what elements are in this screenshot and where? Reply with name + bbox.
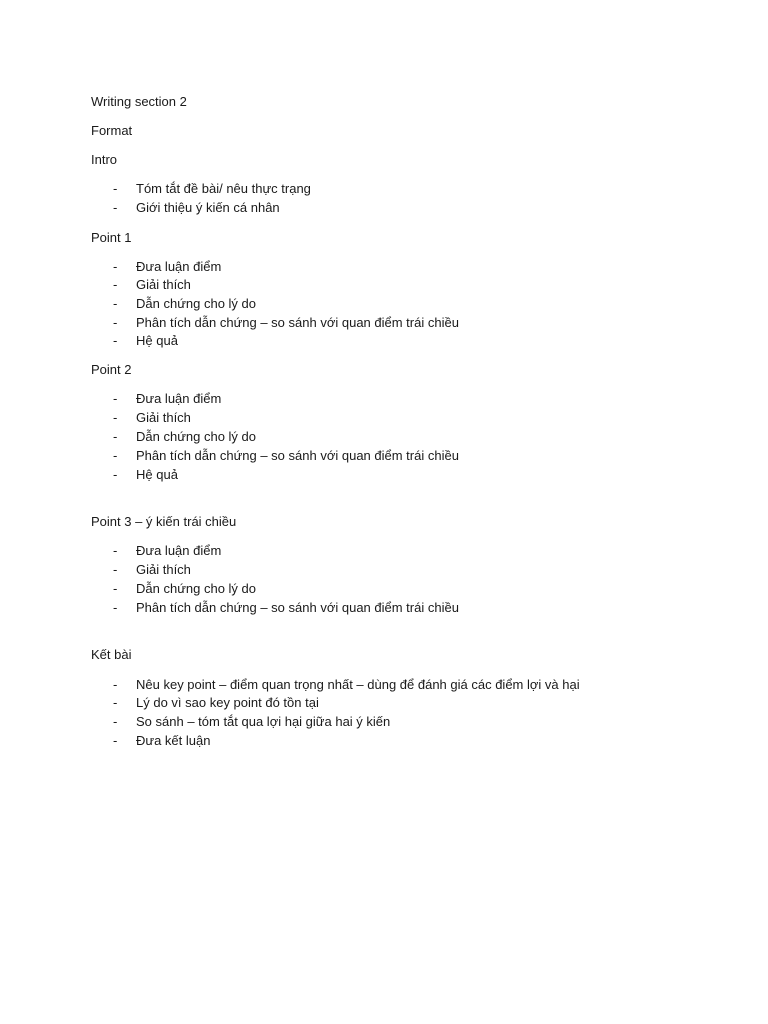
bullet-dash: - — [113, 391, 118, 406]
bullet-dash: - — [113, 296, 118, 311]
bullet-dash: - — [113, 695, 118, 710]
section-heading-point1: Point 1 — [91, 230, 132, 245]
list-item-text: Dẫn chứng cho lý do — [136, 429, 256, 444]
section-heading-point3: Point 3 – ý kiến trái chiều — [91, 514, 237, 529]
section-heading-point2: Point 2 — [91, 362, 132, 377]
bullet-dash: - — [113, 429, 118, 444]
list-item-text: Đưa kết luận — [136, 733, 211, 748]
section-heading-conclusion: Kết bài — [91, 647, 132, 662]
list-item-text: Đưa luận điểm — [136, 391, 222, 406]
list-item-text: Giải thích — [136, 562, 191, 577]
format-label: Format — [91, 123, 133, 138]
bullet-dash: - — [113, 562, 118, 577]
bullet-dash: - — [113, 467, 118, 482]
bullet-dash: - — [113, 200, 118, 215]
list-item-text: Dẫn chứng cho lý do — [136, 581, 256, 596]
bullet-dash: - — [113, 259, 118, 274]
bullet-dash: - — [113, 581, 118, 596]
document-title: Writing section 2 — [91, 94, 187, 109]
list-item-text: Lý do vì sao key point đó tồn tại — [136, 695, 319, 710]
list-item-text: Phân tích dẫn chứng – so sánh với quan điểm trái chiều — [136, 448, 459, 463]
list-item-text: Hệ quả — [136, 467, 178, 482]
list-item-text: So sánh – tóm tắt qua lợi hại giữa hai ý kiến — [136, 714, 391, 729]
list-item-text: Dẫn chứng cho lý do — [136, 296, 256, 311]
list-item-text: Giới thiệu ý kiến cá nhân — [136, 200, 280, 215]
bullet-dash: - — [113, 448, 118, 463]
list-item-text: Phân tích dẫn chứng – so sánh với quan điểm trái chiều — [136, 315, 459, 330]
bullet-dash: - — [113, 733, 118, 748]
bullet-dash: - — [113, 333, 118, 348]
bullet-dash: - — [113, 677, 118, 692]
list-item-text: Đưa luận điểm — [136, 259, 222, 274]
bullet-dash: - — [113, 277, 118, 292]
section-heading-intro: Intro — [91, 152, 118, 167]
list-item-text: Nêu key point – điểm quan trọng nhất – dùng để đánh giá các điểm lợi và hại — [136, 677, 580, 692]
bullet-dash: - — [113, 410, 118, 425]
list-item-text: Tóm tắt đề bài/ nêu thực trạng — [136, 181, 311, 196]
list-item-text: Phân tích dẫn chứng – so sánh với quan điểm trái chiều — [136, 600, 459, 615]
bullet-dash: - — [113, 543, 118, 558]
list-item-text: Giải thích — [136, 410, 191, 425]
list-item-text: Giải thích — [136, 277, 191, 292]
bullet-dash: - — [113, 600, 118, 615]
list-item-text: Hệ quả — [136, 333, 178, 348]
bullet-dash: - — [113, 714, 118, 729]
bullet-dash: - — [113, 181, 118, 196]
list-item-text: Đưa luận điểm — [136, 543, 222, 558]
bullet-dash: - — [113, 315, 118, 330]
